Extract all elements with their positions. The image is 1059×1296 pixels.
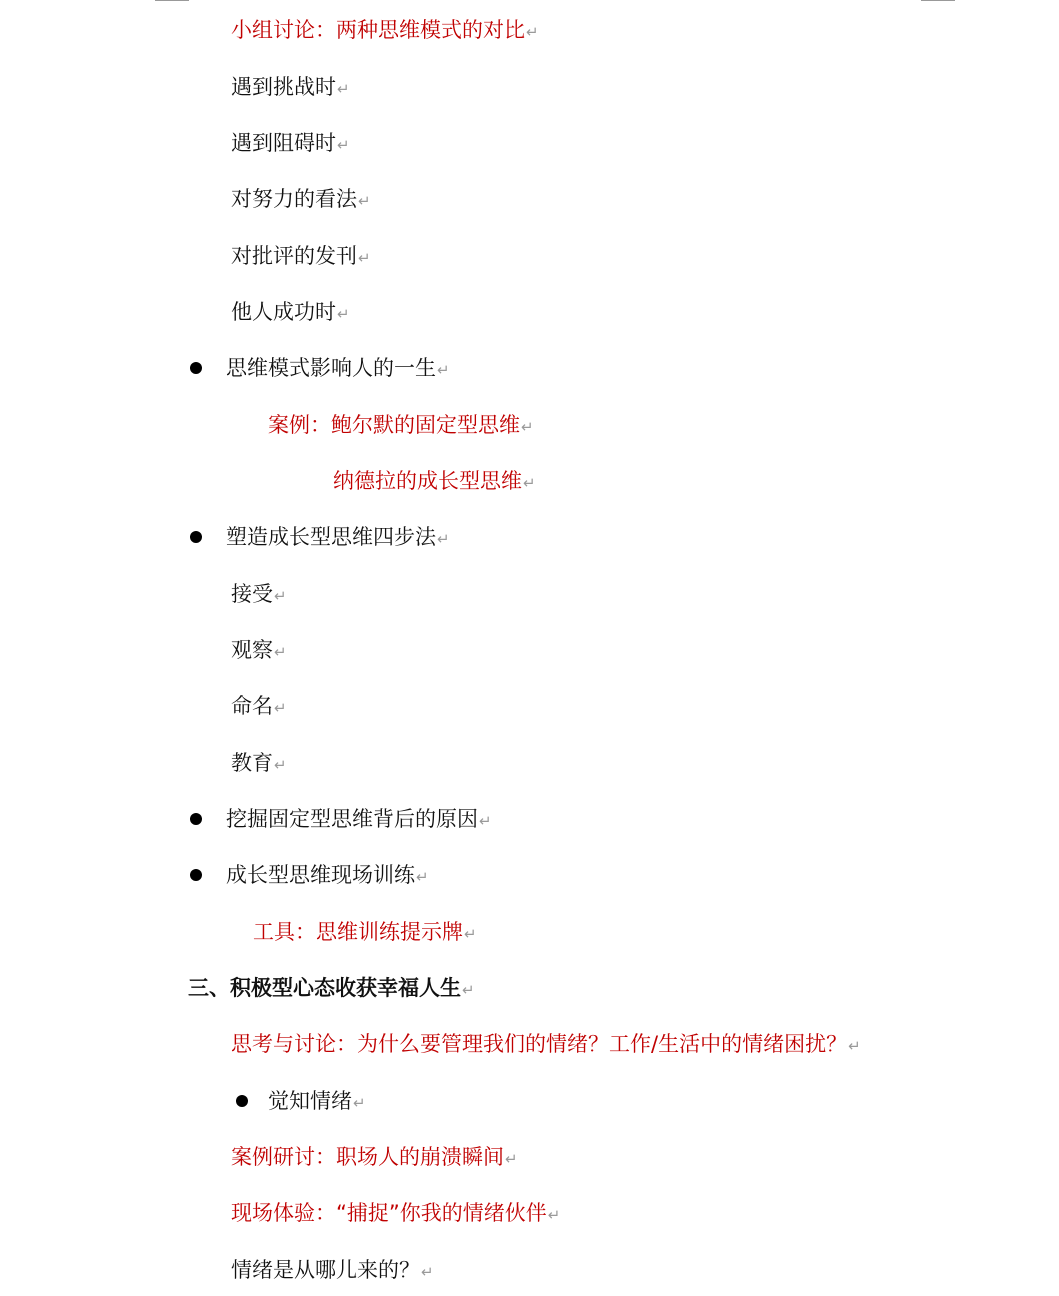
paragraph-mark-icon: ↵ <box>358 192 371 210</box>
paragraph-mark-icon: ↵ <box>479 812 492 830</box>
paragraph-mark-icon: ↵ <box>358 249 371 267</box>
paragraph-mark-icon: ↵ <box>523 474 536 492</box>
bullet-item: 思维模式影响人的一生↵ <box>226 356 450 380</box>
bullet-item: 塑造成长型思维四步法↵ <box>226 525 450 549</box>
list-item: 遇到阻碍时↵ <box>231 131 350 155</box>
case-item: 纳德拉的成长型思维↵ <box>333 469 536 493</box>
paragraph-mark-icon: ↵ <box>416 868 429 886</box>
bullet-icon <box>190 531 202 543</box>
discussion-prompt: 思考与讨论：为什么要管理我们的情绪？工作/生活中的情绪困扰？↵ <box>231 1032 861 1056</box>
experience-item: 现场体验：“捕捉”你我的情绪伙伴↵ <box>231 1201 561 1225</box>
paragraph-mark-icon: ↵ <box>437 361 450 379</box>
paragraph-mark-icon: ↵ <box>547 1206 561 1224</box>
tool-item: 工具：思维训练提示牌↵ <box>253 920 477 944</box>
paragraph-mark-icon: ↵ <box>274 699 287 717</box>
list-item: 他人成功时↵ <box>231 300 350 324</box>
paragraph-mark-icon: ↵ <box>464 925 477 943</box>
list-item: 对批评的发刊↵ <box>231 244 371 268</box>
bullet-icon <box>236 1095 248 1107</box>
list-item: 观察↵ <box>231 638 287 662</box>
bullet-item: 觉知情绪↵ <box>268 1089 366 1113</box>
list-item: 遇到挑战时↵ <box>231 75 350 99</box>
paragraph-mark-icon: ↵ <box>274 756 287 774</box>
bullet-item: 成长型思维现场训练↵ <box>226 863 429 887</box>
page-corner-mark-right <box>921 0 955 1</box>
case-item: 案例：鲍尔默的固定型思维↵ <box>268 413 534 437</box>
paragraph-mark-icon: ↵ <box>437 530 450 548</box>
case-study-item: 案例研讨：职场人的崩溃瞬间↵ <box>231 1145 518 1169</box>
paragraph-mark-icon: ↵ <box>421 1263 434 1281</box>
paragraph-mark-icon: ↵ <box>526 23 539 41</box>
question-item: 情绪是从哪儿来的？↵ <box>231 1258 434 1282</box>
list-item: 教育↵ <box>231 751 287 775</box>
bullet-icon <box>190 869 202 881</box>
paragraph-mark-icon: ↵ <box>337 136 350 154</box>
group-discussion-heading: 小组讨论：两种思维模式的对比↵ <box>231 18 539 42</box>
list-item: 接受↵ <box>231 582 287 606</box>
section-heading: 三、积极型心态收获幸福人生↵ <box>188 976 475 1000</box>
paragraph-mark-icon: ↵ <box>521 418 534 436</box>
paragraph-mark-icon: ↵ <box>337 80 350 98</box>
paragraph-mark-icon: ↵ <box>462 981 475 999</box>
paragraph-mark-icon: ↵ <box>274 587 287 605</box>
paragraph-mark-icon: ↵ <box>353 1094 366 1112</box>
bullet-icon <box>190 813 202 825</box>
paragraph-mark-icon: ↵ <box>505 1150 518 1168</box>
page-corner-mark-left <box>155 0 189 1</box>
bullet-item: 挖掘固定型思维背后的原因↵ <box>226 807 492 831</box>
bullet-icon <box>190 362 202 374</box>
list-item: 命名↵ <box>231 694 287 718</box>
paragraph-mark-icon: ↵ <box>337 305 350 323</box>
list-item: 对努力的看法↵ <box>231 187 371 211</box>
paragraph-mark-icon: ↵ <box>848 1037 861 1055</box>
paragraph-mark-icon: ↵ <box>274 643 287 661</box>
